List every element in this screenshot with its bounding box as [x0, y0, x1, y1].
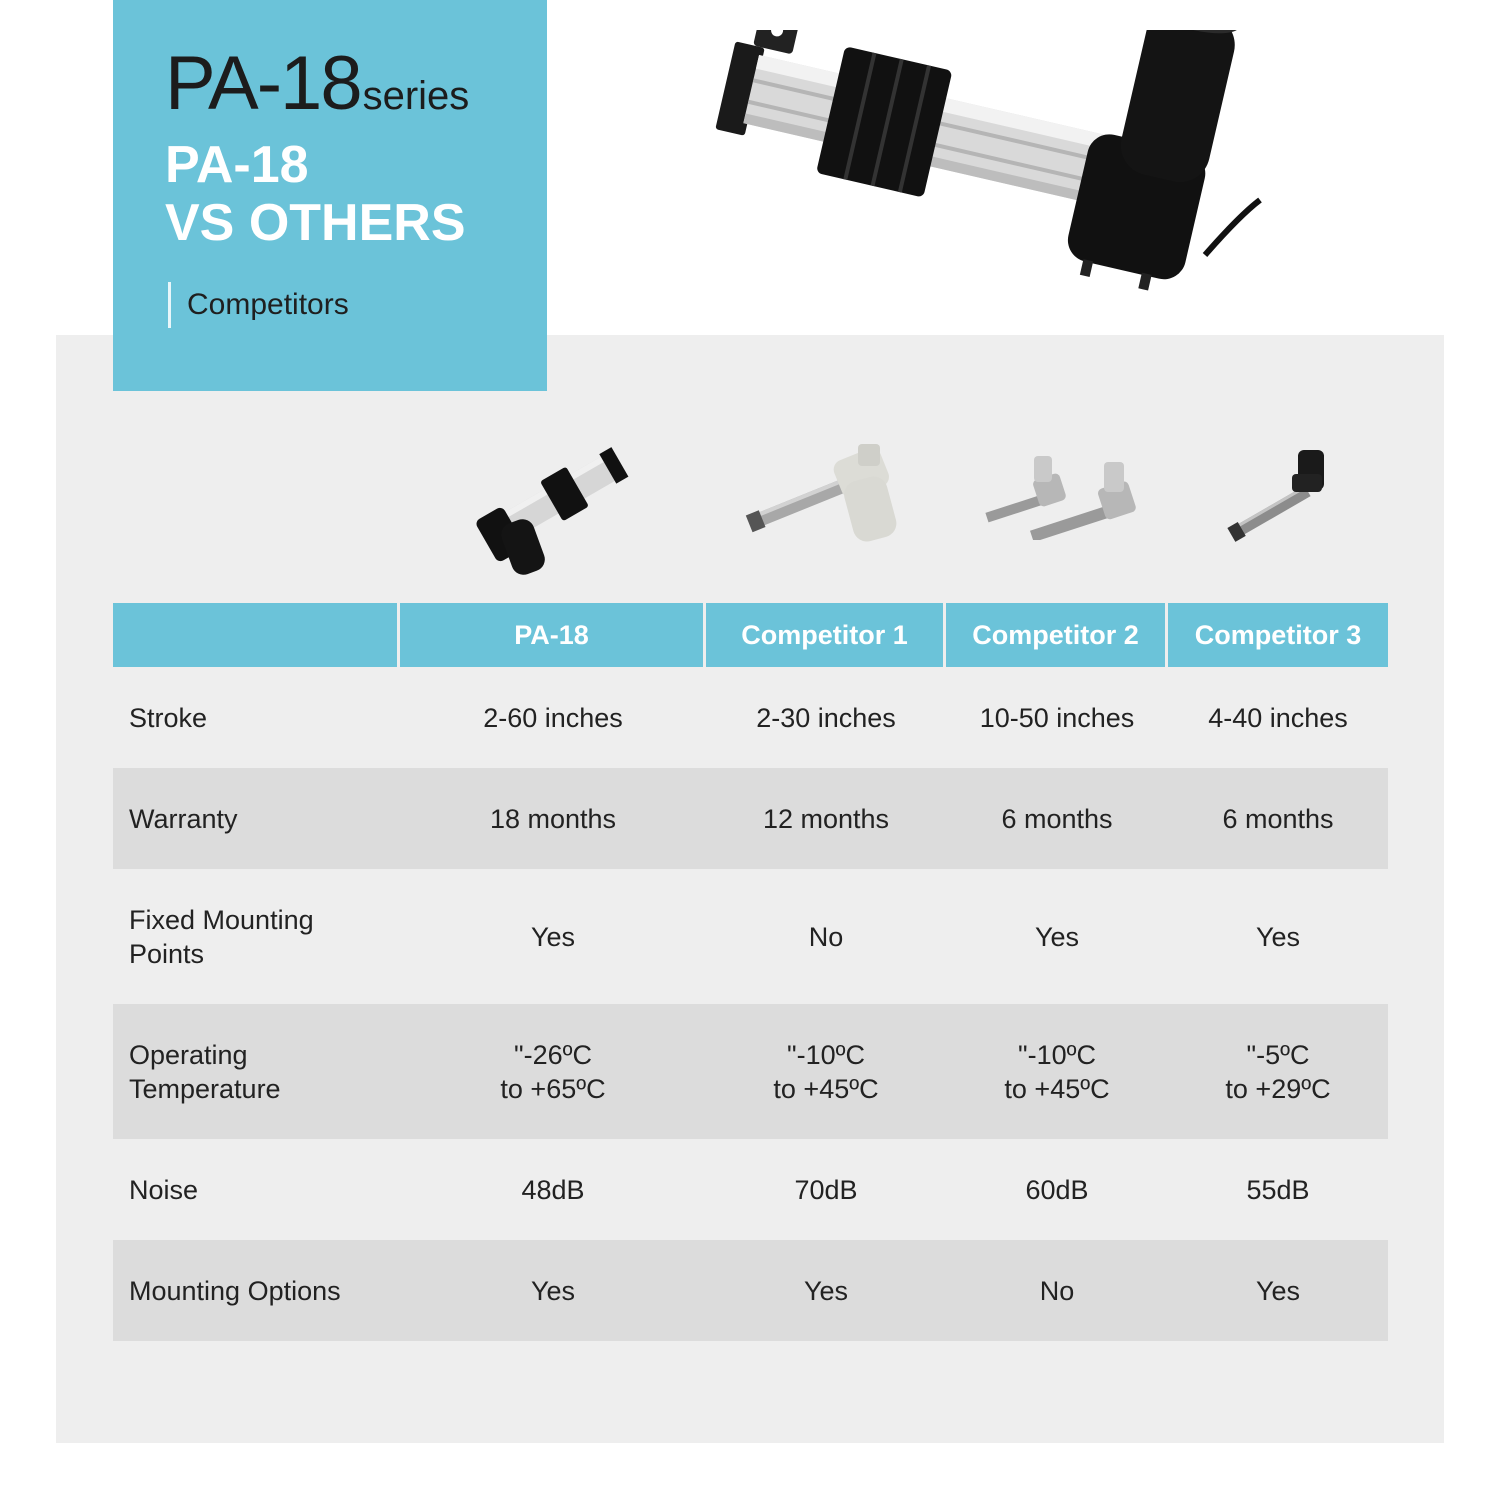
row-label: Fixed Mounting Points — [129, 904, 314, 969]
table-cell: 12 months — [762, 803, 890, 834]
table-row-mounting-options — [113, 1240, 1388, 1341]
title-card — [113, 0, 547, 391]
table-row-warranty — [113, 768, 1388, 869]
row-label: Mounting Options — [129, 1275, 341, 1306]
series-suffix-text: series — [362, 74, 470, 118]
table-row-noise — [113, 1139, 1388, 1240]
table-cell: "-10ºC to +45ºC — [1004, 1039, 1110, 1104]
table-cell: 6 months — [1222, 803, 1334, 834]
table-cell: "-26ºC to +65ºC — [500, 1039, 606, 1104]
table-cell: Yes — [530, 1275, 576, 1306]
table-cell: "-10ºC to +45ºC — [773, 1039, 879, 1104]
table-row-operating-temperature — [113, 1004, 1388, 1139]
row-label: Operating Temperature — [129, 1039, 281, 1104]
table-cell: No — [1039, 1275, 1075, 1306]
competitor-1-product-image — [740, 438, 910, 543]
table-cell: Yes — [1034, 921, 1080, 952]
table-cell: 18 months — [489, 803, 617, 834]
table-cell: 2-60 inches — [483, 702, 623, 733]
table-cell: No — [808, 921, 844, 952]
headline-line-2: VS OTHERS — [165, 194, 466, 252]
row-label: Warranty — [129, 803, 238, 834]
table-row-stroke — [113, 667, 1388, 768]
header-cell-pa18: PA-18 — [400, 603, 706, 667]
series-main-text: PA-18 — [165, 41, 361, 126]
header-cell-empty — [113, 603, 400, 667]
headline-line-1: PA-18 — [165, 136, 309, 194]
hero-actuator-image — [700, 30, 1280, 320]
table-cell: 2-30 inches — [756, 702, 896, 733]
competitor-3-product-image — [1222, 444, 1337, 549]
header-cell-competitor-2: Competitor 2 — [946, 603, 1168, 667]
row-label: Stroke — [129, 702, 208, 733]
table-cell: 10-50 inches — [979, 702, 1135, 733]
table-cell: 4-40 inches — [1208, 702, 1348, 733]
competitor-2-product-image — [978, 450, 1148, 540]
subtitle: Competitors — [187, 288, 349, 321]
table-cell: Yes — [1255, 921, 1301, 952]
table-cell: 70dB — [794, 1174, 858, 1205]
header-cell-competitor-1: Competitor 1 — [706, 603, 946, 667]
table-cell: 55dB — [1246, 1174, 1310, 1205]
table-row-fixed-mounting-points — [113, 869, 1388, 1004]
row-label: Noise — [129, 1174, 199, 1205]
table-cell: 48dB — [521, 1174, 585, 1205]
table-header — [113, 603, 1388, 667]
comparison-table — [113, 603, 1388, 1341]
table-cell: "-5ºC to +29ºC — [1225, 1039, 1331, 1104]
table-cell: 60dB — [1025, 1174, 1089, 1205]
pa18-product-image — [468, 432, 638, 577]
table-cell: Yes — [1255, 1275, 1301, 1306]
table-cell: Yes — [530, 921, 576, 952]
table-cell: Yes — [803, 1275, 849, 1306]
table-cell: 6 months — [1001, 803, 1113, 834]
header-cell-competitor-3: Competitor 3 — [1168, 603, 1388, 667]
series-title — [165, 40, 469, 127]
headline — [165, 136, 466, 252]
subtitle-block — [168, 282, 349, 328]
